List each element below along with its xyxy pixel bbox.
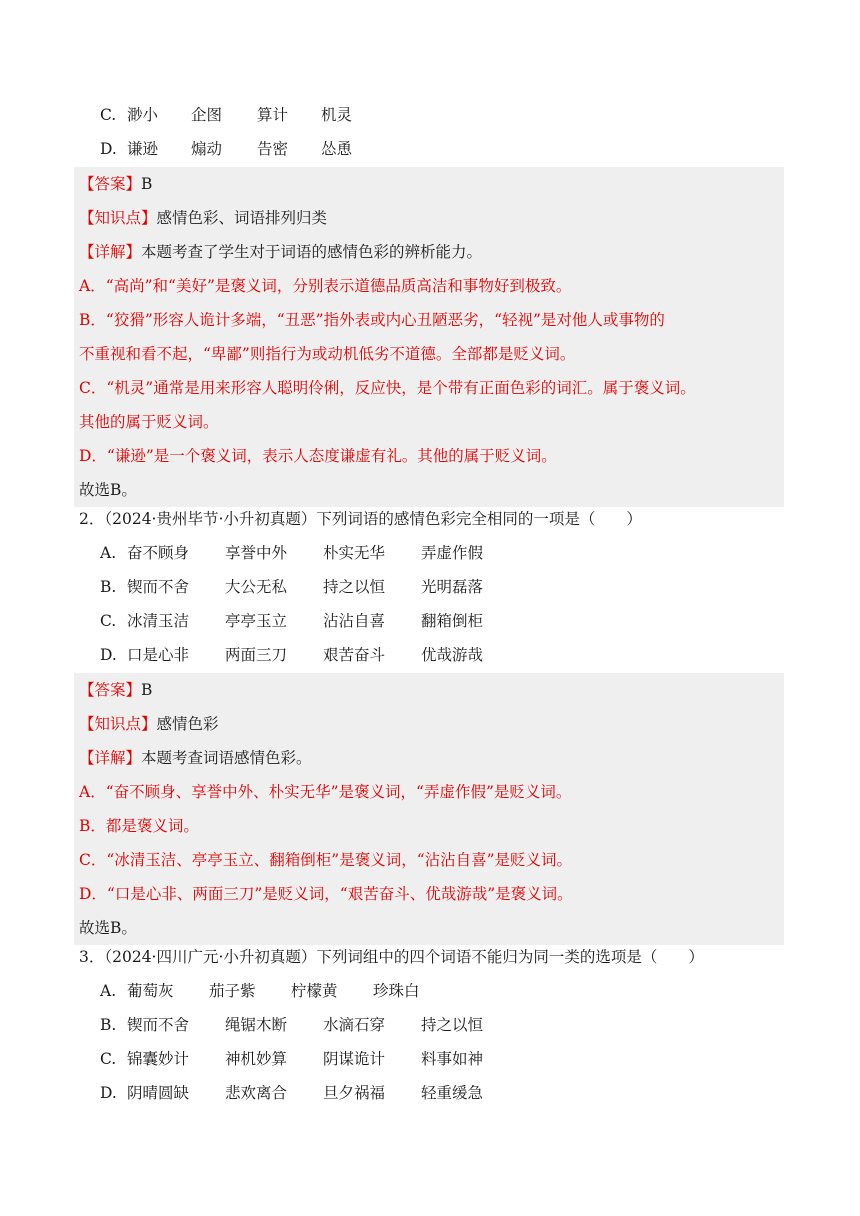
explanation-line: B．“狡猾”形容人诡计多端，“丑恶”指外表或内心丑陋恶劣，“轻视”是对他人或事物的 [79, 311, 665, 329]
option-word: 优哉游哉 [421, 646, 484, 664]
option-letter: A. [100, 982, 117, 1000]
explanation-line: A．“奋不顾身、享誉中外、朴实无华”是褒义词，“弄虚作假”是贬义词。 [79, 783, 572, 801]
question-2-option-a [100, 536, 800, 570]
option-word: 料事如神 [421, 1050, 484, 1068]
option-word: 茄子紫 [209, 982, 256, 1000]
option-word: 机灵 [321, 106, 353, 124]
conclusion-line: 故选B。 [79, 919, 137, 937]
answer-line [79, 167, 784, 201]
question-2-option-b [100, 570, 800, 604]
question-3-stem: 3．（2024·四川广元·小升初真题）下列词组中的四个词语不能归为同一类的选项是（ ） [79, 948, 704, 966]
option-letter: B. [100, 578, 117, 596]
option-word: 锲而不舍 [127, 1016, 190, 1034]
option-word: 绳锯木断 [225, 1016, 288, 1034]
option-letter: C. [100, 106, 117, 124]
option-word: 锦囊妙计 [127, 1050, 190, 1068]
option-letter: D. [100, 1084, 117, 1102]
question-2-option-d [100, 638, 800, 672]
explanation-line: D．“谦逊”是一个褒义词，表示人态度谦虚有礼。其他的属于贬义词。 [79, 447, 557, 465]
option-word: 珍珠白 [373, 982, 420, 1000]
option-word: 怂恿 [321, 140, 353, 158]
option-word: 锲而不舍 [127, 578, 190, 596]
option-word: 神机妙算 [225, 1050, 288, 1068]
option-c [100, 98, 800, 132]
option-word: 亭亭玉立 [225, 612, 288, 630]
option-word: 大公无私 [225, 578, 288, 596]
option-word: 冰清玉洁 [127, 612, 190, 630]
conclusion-line: 故选B。 [79, 481, 137, 499]
option-word: 轻重缓急 [421, 1084, 484, 1102]
option-d [100, 132, 800, 166]
knowledge-point-tag: 【知识点】 [79, 715, 157, 733]
answer-block-1 [74, 167, 784, 507]
detail-line [79, 235, 784, 269]
question-3-option-c [100, 1042, 800, 1076]
question-3-option-b [100, 1008, 800, 1042]
knowledge-point-value: 感情色彩 [156, 715, 219, 733]
detail-value: 本题考查了学生对于词语的感情色彩的辨析能力。 [141, 243, 483, 261]
answer-block-2 [74, 673, 784, 945]
answer-tag: 【答案】 [79, 175, 142, 193]
option-word: 阴晴圆缺 [127, 1084, 190, 1102]
option-word: 享誉中外 [225, 544, 288, 562]
knowledge-point-tag: 【知识点】 [79, 209, 157, 227]
question-3-option-a [100, 974, 800, 1008]
question-3-option-d [100, 1076, 800, 1110]
option-word: 告密 [257, 140, 289, 158]
option-word: 算计 [257, 106, 289, 124]
option-word: 弄虚作假 [421, 544, 484, 562]
option-word: 朴实无华 [323, 544, 386, 562]
option-word: 煽动 [191, 140, 223, 158]
question-2-option-c [100, 604, 800, 638]
option-word: 悲欢离合 [225, 1084, 288, 1102]
explanation-line: B．都是褒义词。 [79, 817, 199, 835]
explanation-line: D．“口是心非、两面三刀”是贬义词，“艰苦奋斗、优哉游哉”是褒义词。 [79, 885, 573, 903]
question-2-stem: 2．（2024·贵州毕节·小升初真题）下列词语的感情色彩完全相同的一项是（ ） [79, 510, 642, 528]
option-word: 旦夕祸福 [323, 1084, 386, 1102]
option-word: 持之以恒 [323, 578, 386, 596]
option-word: 翻箱倒柜 [421, 612, 484, 630]
detail-tag: 【详解】 [79, 243, 142, 261]
knowledge-point-line [79, 201, 784, 235]
explanation-line: 其他的属于贬义词。 [79, 413, 219, 431]
answer-value: B [141, 175, 153, 193]
option-word: 口是心非 [127, 646, 190, 664]
answer-tag: 【答案】 [79, 681, 142, 699]
option-word: 柠檬黄 [291, 982, 338, 1000]
option-word: 持之以恒 [421, 1016, 484, 1034]
option-word: 光明磊落 [421, 578, 484, 596]
answer-line [79, 673, 784, 707]
option-word: 渺小 [127, 106, 159, 124]
option-word: 奋不顾身 [127, 544, 190, 562]
detail-line [79, 741, 784, 775]
explanation-line: C．“机灵”通常是用来形容人聪明伶俐，反应快，是个带有正面色彩的词汇。属于褒义词。 [79, 379, 696, 397]
option-letter: C. [100, 1050, 117, 1068]
knowledge-point-value: 感情色彩、词语排列归类 [156, 209, 328, 227]
option-letter: D. [100, 646, 117, 664]
detail-tag: 【详解】 [79, 749, 142, 767]
option-word: 沾沾自喜 [323, 612, 386, 630]
option-letter: A. [100, 544, 117, 562]
explanation-line: A．“高尚”和“美好”是褒义词，分别表示道德品质高洁和事物好到极致。 [79, 277, 572, 295]
option-word: 葡萄灰 [127, 982, 174, 1000]
option-letter: D. [100, 140, 117, 158]
knowledge-point-line [79, 707, 784, 741]
option-word: 两面三刀 [225, 646, 288, 664]
detail-value: 本题考查词语感情色彩。 [141, 749, 312, 767]
option-word: 艰苦奋斗 [323, 646, 386, 664]
answer-value: B [141, 681, 153, 699]
explanation-line: C．“冰清玉洁、亭亭玉立、翻箱倒柜”是褒义词，“沾沾自喜”是贬义词。 [79, 851, 573, 869]
option-letter: C. [100, 612, 117, 630]
option-word: 阴谋诡计 [323, 1050, 386, 1068]
explanation-line: 不重视和看不起，“卑鄙”则指行为或动机低劣不道德。全部都是贬义词。 [79, 345, 576, 363]
option-letter: B. [100, 1016, 117, 1034]
option-word: 谦逊 [127, 140, 159, 158]
option-word: 水滴石穿 [323, 1016, 386, 1034]
option-word: 企图 [191, 106, 223, 124]
